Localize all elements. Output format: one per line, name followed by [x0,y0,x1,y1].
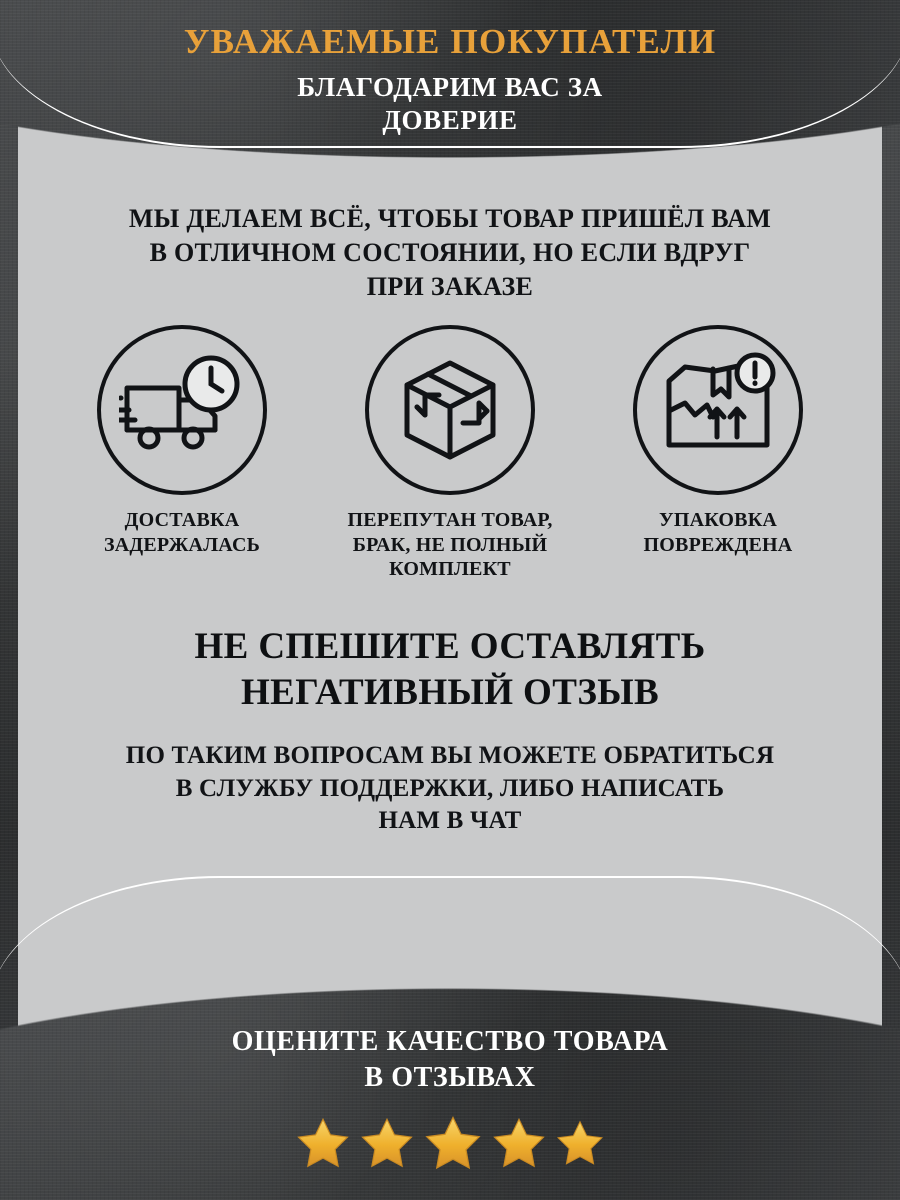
headline-line-1: НЕ СПЕШИТЕ ОСТАВЛЯТЬ [194,625,706,667]
intro-line-3: ПРИ ЗАКАЗЕ [366,271,534,301]
issue-caption-wrong-item [342,508,558,581]
star-rating[interactable] [0,1113,900,1173]
caption-line-3: КОМПЛЕКТ [389,558,511,581]
subline-line-2: В СЛУЖБУ ПОДДЕРЖКИ, ЛИБО НАПИСАТЬ [175,774,725,802]
star-icon[interactable] [422,1113,484,1173]
intro-line-2: В ОТЛИЧНОМ СОСТОЯНИИ, НО ЕСЛИ ВДРУГ [149,237,751,267]
footer-title-line-1: ОЦЕНИТЕ КАЧЕСТВО ТОВАРА [231,1026,669,1057]
subline-line-1: ПО ТАКИМ ВОПРОСАМ ВЫ МОЖЕТЕ ОБРАТИТЬСЯ [125,742,775,770]
page-title: УВАЖАЕМЫЕ ПОКУПАТЕЛИ [183,22,717,61]
caption-line-2: ЗАДЕРЖАЛАСЬ [103,533,261,556]
headline-text [90,624,810,717]
issue-caption-delivery-delayed [74,508,290,557]
caption-line-1: УПАКОВКА [658,509,778,532]
issue-caption-damaged-package [610,508,826,557]
caption-line-1: ПЕРЕПУТАН ТОВАР, [347,509,553,532]
footer-title [0,1024,900,1097]
support-instructions [50,740,850,838]
header-subtitle-line-2: ДОВЕРИЕ [382,104,518,135]
issue-item-damaged-package [610,325,826,557]
delivery-truck-clock-icon [97,325,267,495]
box-return-arrow-icon [365,325,535,495]
star-icon[interactable] [294,1115,352,1171]
star-icon[interactable] [358,1115,416,1171]
issue-icons-row [18,325,882,581]
caption-line-2: ПОВРЕЖДЕНА [643,533,793,556]
intro-line-1: МЫ ДЕЛАЕМ ВСЁ, ЧТОБЫ ТОВАР ПРИШЁЛ ВАМ [128,204,772,233]
subline-line-3: НАМ В ЧАТ [378,807,522,835]
star-icon[interactable] [554,1118,606,1168]
issue-item-delivery-delayed [74,325,290,557]
footer-title-line-2: В ОТЗЫВАХ [364,1062,536,1094]
footer-text-block [0,988,900,1200]
header-subtitle [0,71,900,137]
issue-item-wrong-item [342,325,558,581]
intro-text [70,202,830,303]
star-icon[interactable] [490,1115,548,1171]
damaged-package-icon [633,325,803,495]
header-text-block [0,0,900,137]
main-content [18,176,882,988]
caption-line-2: БРАК, НЕ ПОЛНЫЙ [352,533,548,556]
header-subtitle-line-1: БЛАГОДАРИМ ВАС ЗА [297,72,603,102]
caption-line-1: ДОСТАВКА [124,509,240,532]
headline-line-2: НЕГАТИВНЫЙ ОТЗЫВ [240,671,660,713]
